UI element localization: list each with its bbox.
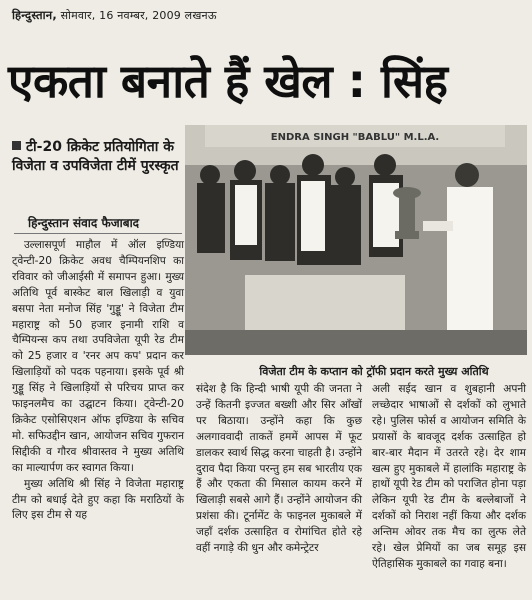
dateline [12, 8, 217, 23]
headline: एकता बनाते हैं खेल : सिंह [8, 54, 448, 108]
award-ceremony-photo [185, 125, 527, 355]
article-paragraph: अली सईद खान व शुबहानी अपनी लच्छेदार भाषाओं से दर्शकों को लुभाते रहे। पुलिस फोर्स व आयोजन समिति के प्रयासों के बावजूद दर्शक उत्साहित हो बार-बार मैदान में उतरते रहे। देर शाम खत्म हुए मुकाबले में हालांकि महाराष्ट्र के हाथों यूपी रेड टीम को पराजित होना पड़ा लेकिन यूपी रेड टीम के बल्लेबाजों ने दर्शकों को निराश नहीं किया और दर्शक अन्तिम ओवर तक मैच का लुत्फ लेते रहे। खेल प्रेमियों का जब समूह इस ऐतिहासिक मुकाबले का गवाह बना। [372, 383, 526, 570]
byline: हिन्दुस्तान संवाद फैजाबाद [28, 216, 140, 230]
publication-date: सोमवार, 16 नवम्बर, 2009 लखनऊ [60, 9, 217, 22]
article-column-2 [196, 382, 362, 557]
article-paragraph: उल्लासपूर्ण माहौल में ऑल इण्डिया ट्वेन्टी-20 क्रिकेट अवध चैम्पियनशिप का रविवार को जीआईसी में समापन हुआ। मुख्य अतिथि पूर्व बास्केट बाल खिलाड़ी व युवा बसपा नेता मनोज सिंह 'गुड्डू' ने विजेता टीम महाराष्ट्र को 50 हजार इनामी राशि व चैम्पियन्स कप तथा उपविजेता यूपी रेड टीम को 25 हजार व 'रनर अप कप' प्रदान कर खिलाड़ियों को पदक पहनाया। इसके पूर्व श्री गुड्डू सिंह ने खिलाड़ियों से परिचय प्राप्त कर फाइनलमैच का उद्घाटन किया। ट्वेन्टी-20 क्रिकेट एसोसिएशन ऑफ इण्डिया के सचिव मो. सफिउद्दीन खान, आयोजन सचिव गुफरान सिद्दीकी व गौरव श्रीवास्तव ने मुख्य अतिथि का माल्यार्पण कर स्वागत किया। [12, 239, 184, 474]
subheadline [12, 138, 182, 176]
news-photo [185, 125, 527, 355]
photo-caption: विजेता टीम के कप्तान को ट्रॉफी प्रदान करते मुख्य अतिथि [259, 365, 489, 378]
article-paragraph: संदेश है कि हिन्दी भाषी यूपी की जनता ने उन्हें कितनी इज्जत बख्शी और सिर आँखों पर बिठाया। उन्होंने कहा कि कुछ अलगाववादी ताकतें हममें आपस में फूट डालकर स्वार्थ सिद्ध करना चाहती है। उन्होंने दुराव पैदा किया परन्तु हम सब भारतीय एक हैं और एकता की मिसाल कायम करने में खिलाड़ी सबसे आगे हैं। उन्होंने आयोजन की प्रशंसा की। टूर्नामेंट के फाइनल मुकाबले में जहाँ दर्शक उत्साहित व रोमांचित होते रहे वहीं नगाड़े की धुन और कमेन्ट्रेटर [196, 383, 362, 555]
newspaper-name: हिन्दुस्तान, [12, 8, 57, 22]
article-column-1 [12, 238, 184, 524]
photo-banner-text: ENDRA SINGH "BABLU" M.L.A. [270, 132, 440, 143]
article-column-3 [372, 382, 526, 573]
article-paragraph: मुख्य अतिथि श्री सिंह ने विजेता महाराष्ट्र टीम को बधाई देते हुए कहा कि मराठियों के लिए इस टीम से यह [12, 477, 184, 522]
subheadline-text: टी-20 क्रिकेट प्रतियोगिता के विजेता व उपविजेता टीमें पुरस्कृत [12, 139, 179, 174]
byline-divider [14, 233, 182, 234]
square-bullet-icon [12, 141, 21, 150]
